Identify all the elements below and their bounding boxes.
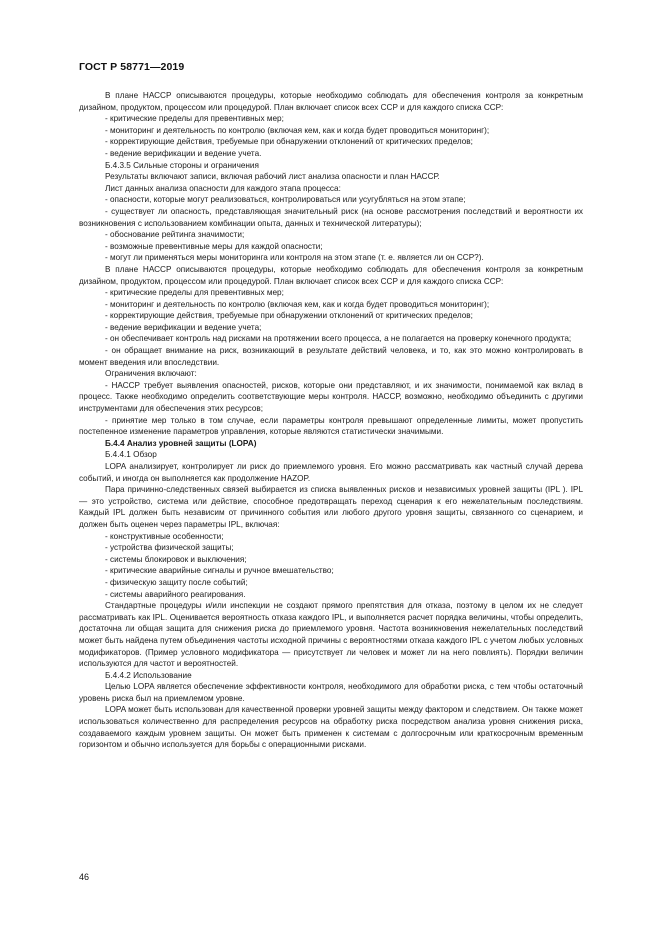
paragraph: - конструктивные особенности; — [105, 531, 224, 541]
paragraph: - критические пределы для превентивных мер; — [105, 288, 284, 298]
paragraph: - он обращает внимание на риск, возникающий в результате действий человека, и то, как это можно контролировать в момент введения или впоследствии. — [79, 346, 583, 367]
paragraph: В плане НАССР описываются процедуры, которые необходимо соблюдать для обеспечения контроля за конкретным дизайном, продуктом, процессом или процедурой. План включает список всех ССР и для каждого списка ССР: — [79, 91, 583, 112]
paragraph: Б.4.4.1 Обзор — [105, 450, 157, 460]
paragraph: Целью LOPA является обеспечение эффективности контроля, необходимого для обработки риска, с тем чтобы остаточный уровень риска был на приемлемом уровне. — [79, 682, 583, 703]
paragraph: - опасности, которые могут реализоваться, контролироваться или усугубляться на этом этапе; — [105, 195, 466, 205]
paragraph: - НАССР требует выявления опасностей, рисков, которые они представляют, и их значимости, понимаемой как вклад в процесс. Также необходимо определить соответствующие меры контроля. НАССР, возможно, необходимо объединить с другими инструментами для обеспечения этих ресурсов; — [79, 380, 583, 414]
paragraph: - он обеспечивает контроль над рисками на протяжении всего процесса, а не полагается на проверку конечного продукта; — [105, 334, 572, 344]
paragraph: - корректирующие действия, требуемые при обнаружении отклонений от критических пределов; — [105, 311, 473, 321]
paragraph: - мониторинг и деятельность по контролю (включая кем, как и когда будет проводиться мониторинг); — [105, 299, 490, 309]
paragraph: - могут ли применяться меры мониторинга или контроля на этом этапе (т. е. является ли он ССР?). — [105, 253, 484, 263]
paragraph: Результаты включают записи, включая рабочий лист анализа опасности и план НАССР. — [105, 172, 440, 182]
section-heading: Б.4.4 Анализ уровней защиты (LOPA) — [105, 438, 257, 448]
paragraph: - критические пределы для превентивных мер; — [105, 114, 284, 124]
paragraph: LOPA анализирует, контролирует ли риск до приемлемого уровня. Его можно рассматривать как частный случай дерева событий, и иногда он выполняется как продолжение HAZOP. — [79, 462, 583, 483]
paragraph: - существует ли опасность, представляющая значительный риск (на основе рассмотрения последствий и вероятности их возникновения с использованием комбинации опыта, данных и технической литературы); — [79, 206, 583, 228]
paragraph: Б.4.4.2 Использование — [105, 670, 192, 680]
paragraph: - системы блокировок и выключения; — [105, 554, 247, 564]
paragraph: - ведение верификации и ведение учета. — [105, 148, 262, 158]
paragraph: - возможные превентивные меры для каждой опасности; — [105, 241, 323, 251]
paragraph: - системы аварийного реагирования. — [105, 589, 246, 599]
paragraph: - обоснование рейтинга значимости; — [105, 230, 245, 240]
paragraph: Б.4.3.5 Сильные стороны и ограничения — [105, 160, 259, 170]
paragraph: Ограничения включают: — [105, 369, 197, 379]
paragraph: - ведение верификации и ведение учета; — [105, 322, 262, 332]
paragraph: - мониторинг и деятельность по контролю (включая кем, как и когда будет проводиться мониторинг); — [105, 125, 490, 135]
paragraph: - корректирующие действия, требуемые при обнаружении отклонений от критических пределов; — [105, 137, 473, 147]
paragraph: Стандартные процедуры и/или инспекции не создают прямого препятствия для отказа, поэтому в целом их не следует рассматривать как IPL. Оценивается вероятность отказа каждого IPL, и выполняется расчет порядка величины, чтобы определить, достаточна ли общая защита для снижения риска до приемлемого уровня. Частота возникновения нежелательных последствий может быть найдена путем объединения частоты исходной причины с вероятностями отказа каждого IPL с учетом любых условных модификаторов. (Пример условного модификатора — присутствует ли человек и может ли на него повлиять). Порядки величин используются для частот и вероятностей. — [79, 601, 583, 669]
document-header: ГОСТ Р 58771—2019 — [79, 61, 185, 73]
paragraph: Пара причинно-следственных связей выбирается из списка выявленных рисков и независимых уровней защиты (IPL ). IPL — это устройство, система или действие, способное предотвращать переход сценария к его нежелательным последствиям. Каждый IPL должен быть независим от причинного события или любого другого уровня защиты, связанного со сценарием, и должен быть оценен через параметры IPL, включая: — [79, 485, 583, 529]
paragraph: - принятие мер только в том случае, если параметры контроля превышают определенные лимиты, может пропустить постепенное изменение параметров управления, которые являются статистически значимыми. — [79, 415, 583, 437]
paragraph: Лист данных анализа опасности для каждого этапа процесса: — [105, 183, 341, 193]
paragraph: LOPA может быть использован для качественной проверки уровней защиты между фактором и следствием. Он также может использоваться количественно для распределения ресурсов на обработку риска посредством анализа уровня снижения риска, создаваемого каждым уровнем защиты. Он может быть применен к системам с долгосрочным или краткосрочным временным горизонтом и обычно используется для борьбы с операционными рисками. — [79, 705, 583, 750]
paragraph: - устройства физической защиты; — [105, 543, 234, 553]
paragraph: В плане НАССР описываются процедуры, которые необходимо соблюдать для обеспечения контроля за конкретным дизайном, продуктом, процессом или процедурой. План включает список всех ССР и для каждого списка ССР: — [79, 264, 583, 286]
document-body — [79, 90, 583, 751]
paragraph: - физическую защиту после событий; — [105, 577, 248, 587]
paragraph: - критические аварийные сигналы и ручное вмешательство; — [105, 566, 334, 576]
page-number: 46 — [79, 872, 90, 882]
